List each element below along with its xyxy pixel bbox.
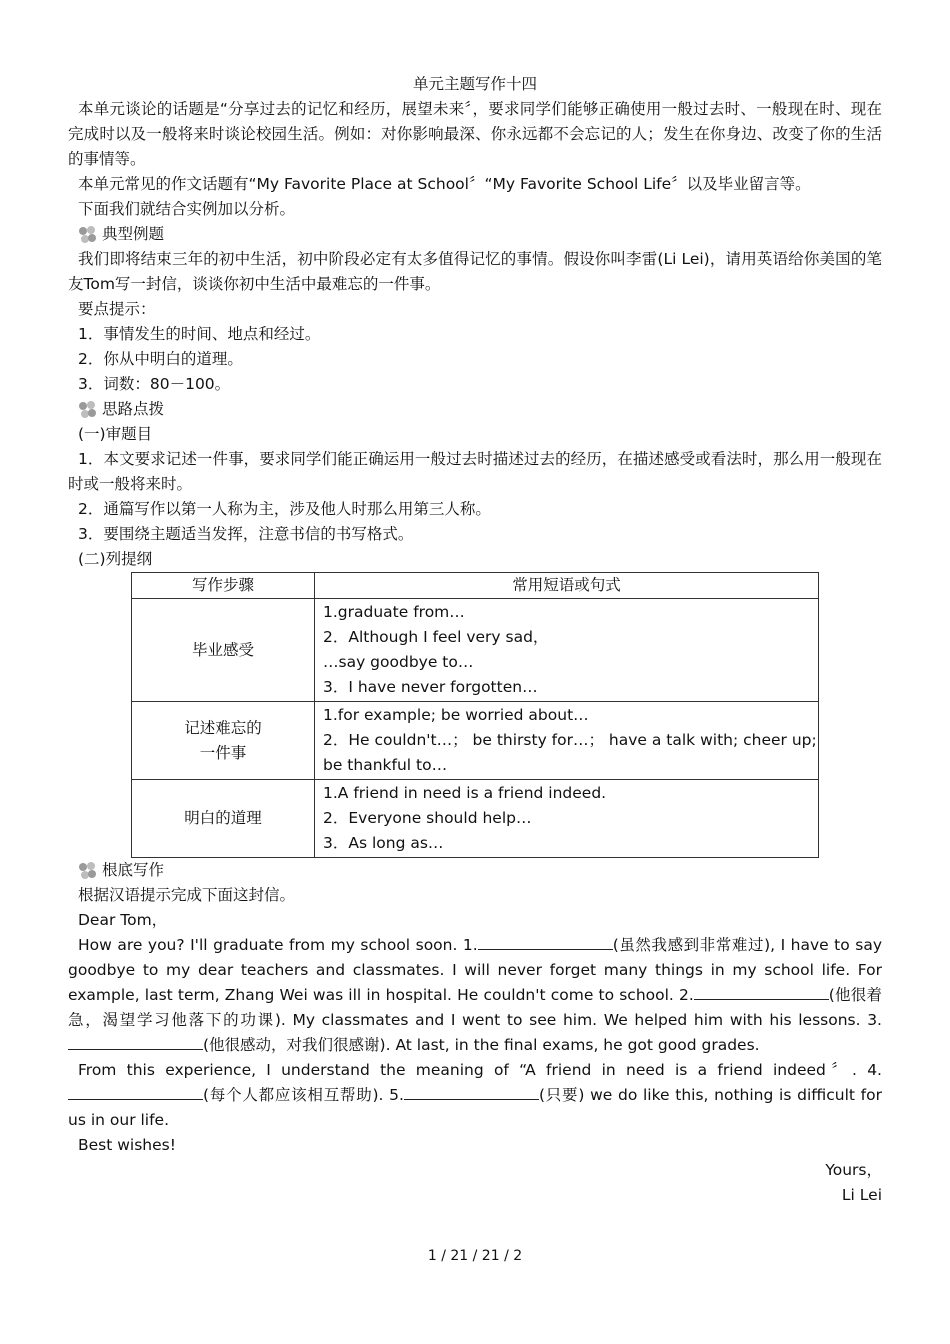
section-heading-example: 典型例题 bbox=[102, 225, 165, 243]
page-number: 1 / 21 / 21 / 2 bbox=[427, 1248, 523, 1264]
letter-paragraph-1 bbox=[68, 933, 882, 1058]
letter-closing: Best wishes! bbox=[78, 1136, 176, 1154]
phrase-line: 2．Everyone should help… bbox=[323, 809, 532, 827]
phrases-cell bbox=[315, 599, 819, 702]
intro-paragraph-3: 下面我们就结合实例加以分析。 bbox=[78, 200, 296, 218]
phrase-line: 2．Although I feel very sad， bbox=[323, 628, 549, 646]
guide-point: 1．本文要求记述一件事，要求同学们能正确运用一般过去时描述过去的经历，在描述感受或看法时，那么用一般现在时或一般将来时。 bbox=[68, 450, 882, 493]
phrase-line: 1.graduate from… bbox=[323, 603, 465, 621]
answer-blank-3[interactable] bbox=[68, 1035, 203, 1050]
phrases-cell bbox=[315, 702, 819, 780]
step-line: 记述难忘的 bbox=[184, 718, 262, 737]
phrase-line: 1.A friend in need is a friend indeed. bbox=[323, 784, 607, 802]
tips-label: 要点提示： bbox=[78, 300, 156, 318]
header-phrases: 常用短语或句式 bbox=[315, 573, 819, 599]
intro-paragraph-1: 本单元谈论的话题是“分享过去的记忆和经历，展望未来〞，要求同学们能够正确使用一般过去时、一般现在时、现在完成时以及一般将来时谈论校园生活。例如：对你影响最深、你永远都不会忘记的人；发生在你身边、改变了你的生活的事情等。 bbox=[68, 100, 882, 168]
example-prompt: 我们即将结束三年的初中生活，初中阶段必定有太多值得记忆的事情。假设你叫李雷(Li Lei)，请用英语给你美国的笔友Tom写一封信，谈谈你初中生活中最难忘的一件事。 bbox=[68, 250, 882, 293]
letter-paragraph-2 bbox=[68, 1058, 882, 1133]
page-title: 单元主题写作十四 bbox=[412, 75, 537, 93]
guide-point: 3．要围绕主题适当发挥，注意书信的书写格式。 bbox=[78, 525, 414, 543]
document-page bbox=[68, 72, 882, 1208]
letter-signoff: Yours， bbox=[825, 1161, 882, 1179]
letter-text: (他很感动，对我们很感谢). At last, in the final exams, he got good grades. bbox=[203, 1036, 760, 1054]
guide-subheading-1: (一)审题目 bbox=[78, 425, 153, 443]
letter-text: From this experience, I understand the meaning of “A friend in need is a friend indeed〞. 4. bbox=[78, 1061, 882, 1079]
letter-signature: Li Lei bbox=[841, 1186, 882, 1204]
step-cell: 明白的道理 bbox=[132, 780, 315, 858]
section-heading-guide: 思路点拨 bbox=[102, 400, 165, 418]
phrase-line: 3．I have never forgotten… bbox=[323, 678, 538, 696]
phrases-cell bbox=[315, 780, 819, 858]
tip-item: 2．你从中明白的道理。 bbox=[78, 350, 243, 368]
step-cell bbox=[132, 702, 315, 780]
letter-greeting: Dear Tom， bbox=[78, 911, 168, 929]
guide-subheading-2: (二)列提纲 bbox=[78, 550, 153, 568]
tip-item: 1．事情发生的时间、地点和经过。 bbox=[78, 325, 321, 343]
letter-text: How are you? I'll graduate from my school soon. 1. bbox=[78, 936, 478, 954]
clover-icon bbox=[78, 862, 98, 880]
section-writing bbox=[68, 858, 882, 883]
answer-blank-2[interactable] bbox=[694, 985, 829, 1000]
table-header-row bbox=[132, 573, 819, 599]
answer-blank-5[interactable] bbox=[404, 1085, 539, 1100]
outline-table bbox=[131, 572, 819, 858]
header-step: 写作步骤 bbox=[132, 573, 315, 599]
letter-text: (每个人都应该相互帮助). 5. bbox=[203, 1086, 404, 1104]
section-guide bbox=[68, 397, 882, 422]
step-cell: 毕业感受 bbox=[132, 599, 315, 702]
table-row bbox=[132, 780, 819, 858]
answer-blank-4[interactable] bbox=[68, 1085, 203, 1100]
phrase-line: 2．He couldn't…； be thirsty for…； have a talk with; cheer up; be thankful to… bbox=[323, 731, 817, 774]
clover-icon bbox=[78, 401, 98, 419]
letter-text: (只要) we do like this, nothing is difficult for us in our life. bbox=[68, 1086, 882, 1129]
guide-point: 2．通篇写作以第一人称为主，涉及他人时那么用第三人称。 bbox=[78, 500, 491, 518]
letter-text: (虽然我感到非常难过), I have to say goodbye to my dear teachers and classmates. I will never forget many things in my school life. For example, last term, Zhang Wei was ill in hospital. He couldn't come to school. 2. bbox=[68, 936, 882, 1004]
phrase-line: 3．As long as… bbox=[323, 834, 444, 852]
section-heading-writing: 根底写作 bbox=[102, 861, 165, 879]
intro-paragraph-2: 本单元常见的作文话题有“My Favorite Place at School〞“My Favorite School Life〞以及毕业留言等。 bbox=[78, 175, 811, 193]
letter-text: (他很着急，渴望学习他落下的功课). My classmates and I went to see him. We helped him with his lessons. 3. bbox=[68, 986, 882, 1029]
step-line: 一件事 bbox=[199, 743, 247, 762]
answer-blank-1[interactable] bbox=[478, 935, 613, 950]
tip-item: 3．词数：80－100。 bbox=[78, 375, 231, 393]
clover-icon bbox=[78, 226, 98, 244]
writing-instruction: 根据汉语提示完成下面这封信。 bbox=[78, 886, 296, 904]
section-example bbox=[68, 222, 882, 247]
phrase-line: …say goodbye to… bbox=[323, 653, 474, 671]
table-row bbox=[132, 599, 819, 702]
table-row bbox=[132, 702, 819, 780]
phrase-line: 1.for example; be worried about… bbox=[323, 706, 589, 724]
